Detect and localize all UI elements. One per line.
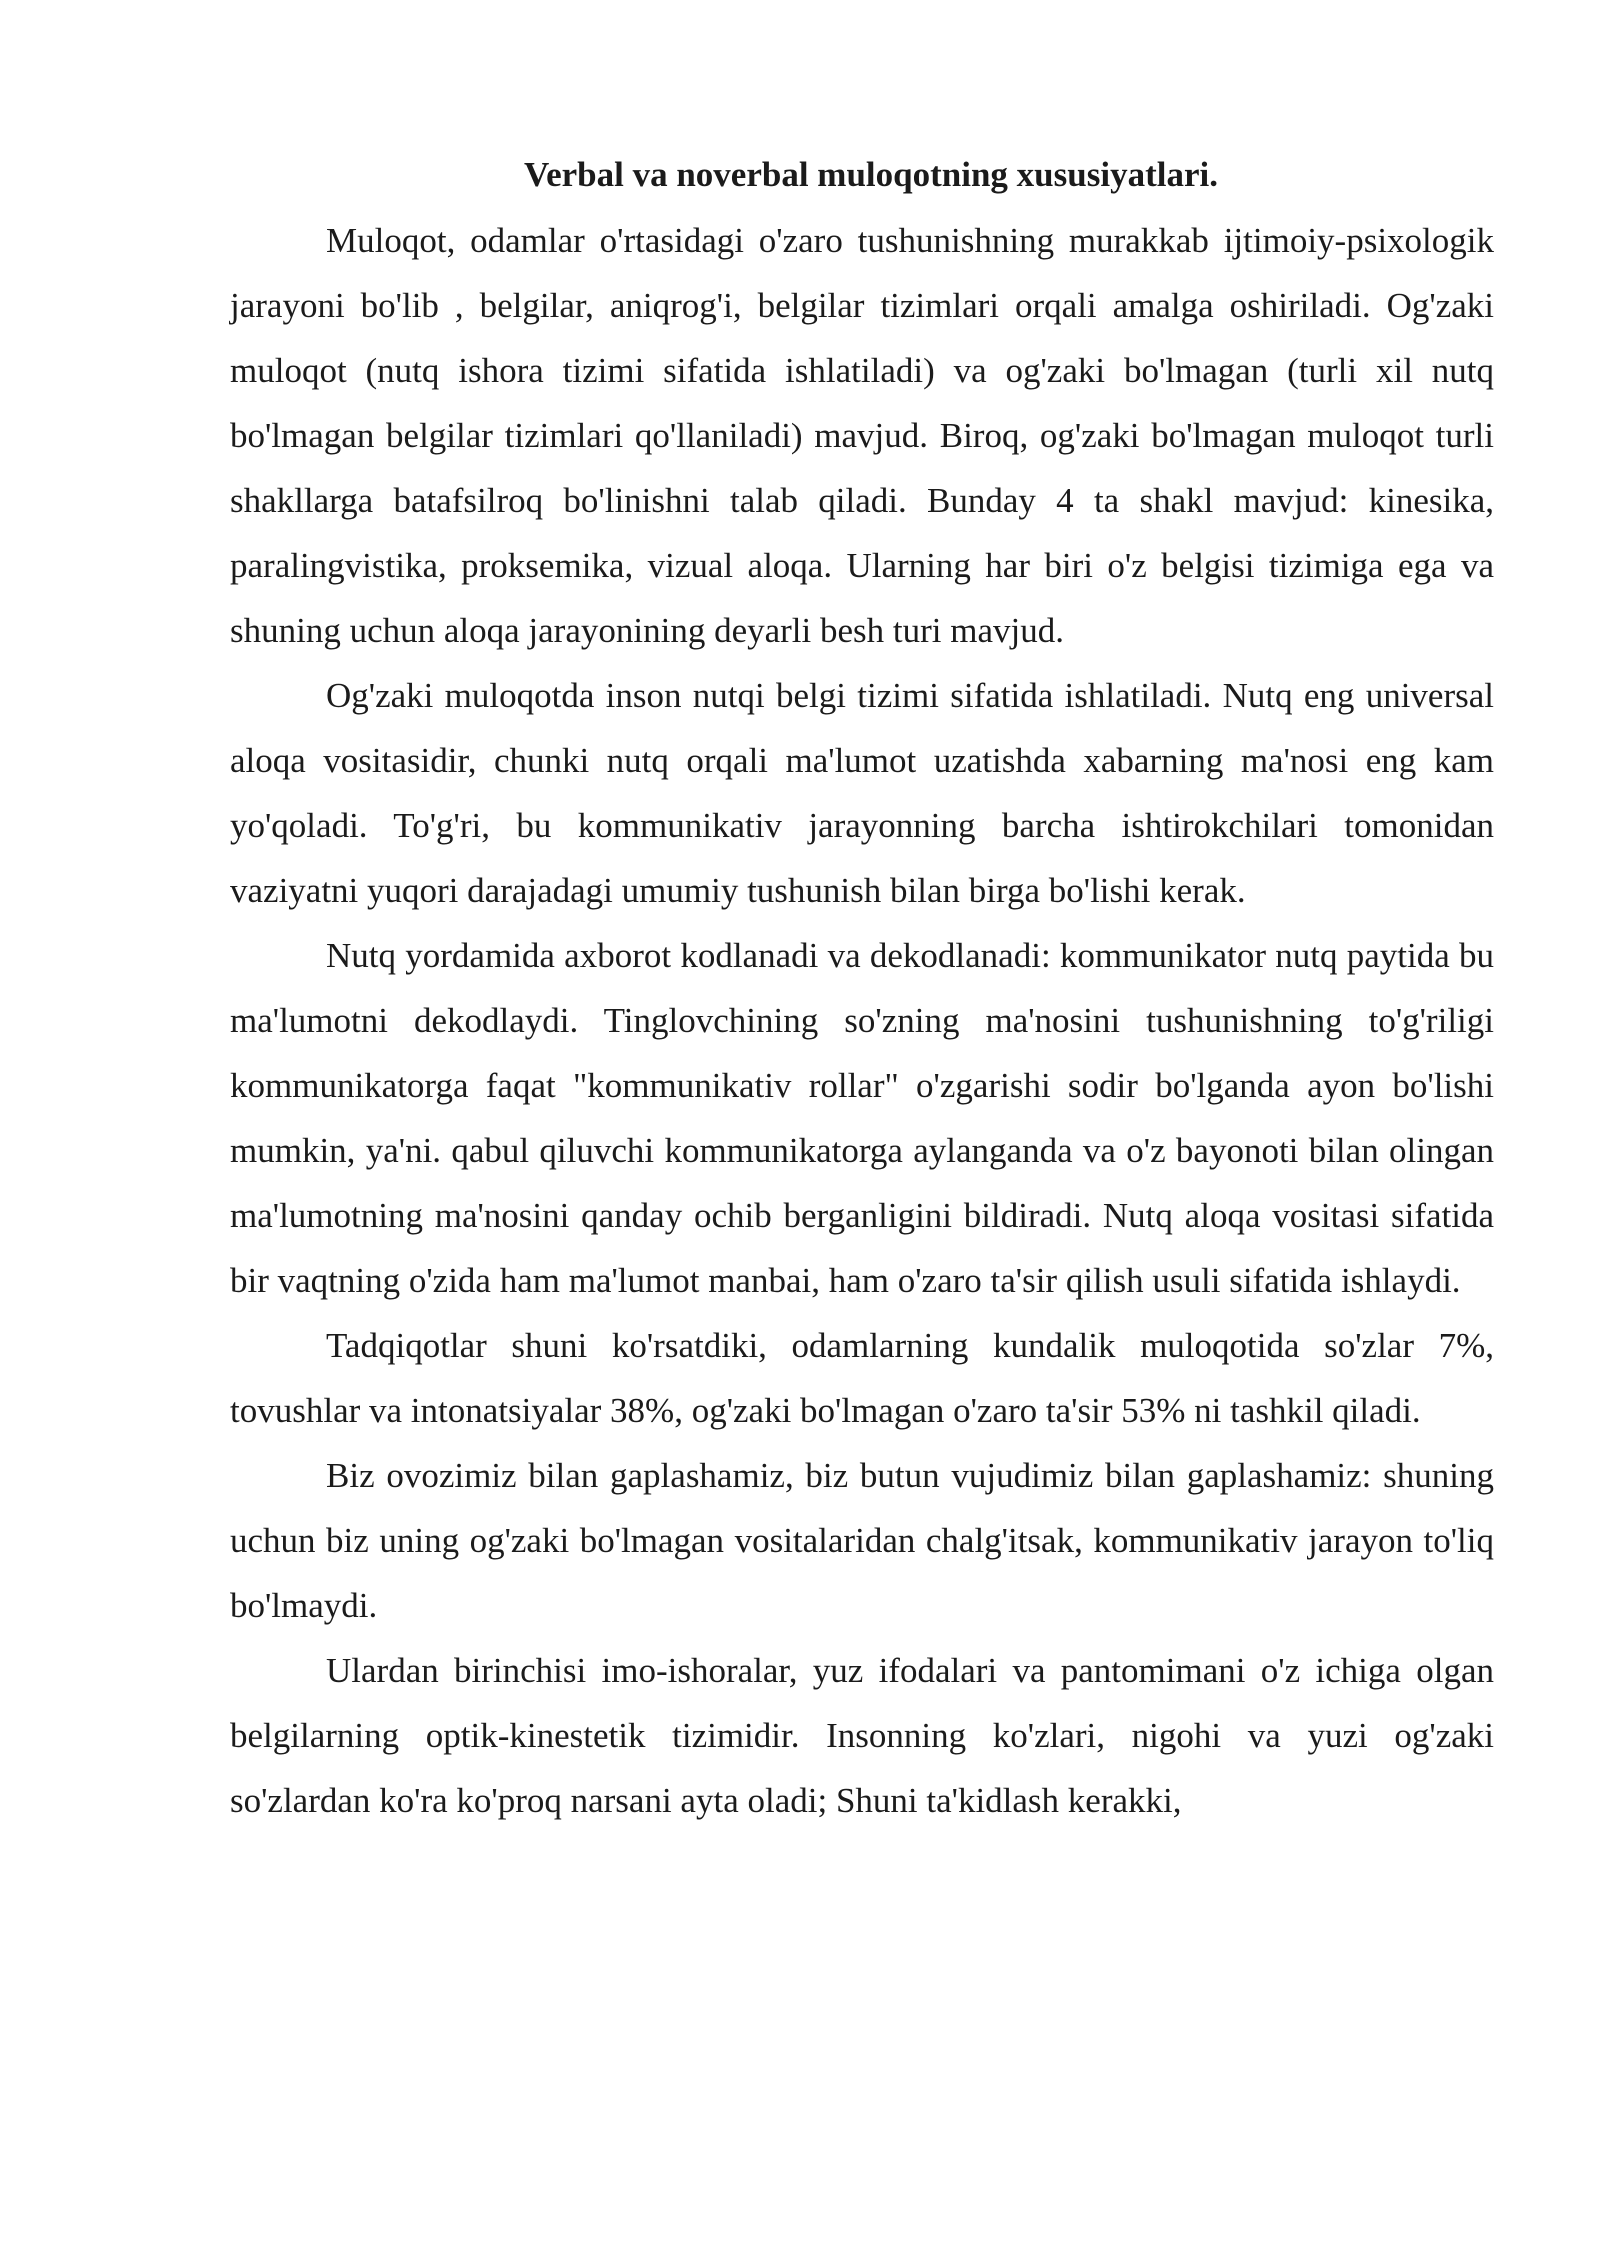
paragraph-6: Ulardan birinchisi imo-ishoralar, yuz ifodalari va pantomimani o'z ichiga olgan belgilarning optik-kinestetik tizimidir. Insonning ko'zlari, nigohi va yuzi og'zaki so'zlardan ko'ra ko'proq narsani ayta oladi; Shuni ta'kidlash kerakki, — [230, 1651, 1494, 1820]
document-title: Verbal va noverbal muloqotning xususiyatlari. — [524, 155, 1218, 194]
paragraph-4: Tadqiqotlar shuni ko'rsatdiki, odamlarning kundalik muloqotida so'zlar 7%, tovushlar va intonatsiyalar 38%, og'zaki bo'lmagan o'zaro ta'sir 53% ni tashkil qiladi. — [230, 1326, 1494, 1430]
document-body — [230, 150, 1494, 1833]
paragraph-3: Nutq yordamida axborot kodlanadi va dekodlanadi: kommunikator nutq paytida bu ma'lumotni dekodlaydi. Tinglovchining so'zning ma'nosini tushunishning to'g'riligi kommunikatorga faqat "kommunikativ rollar" o'zgarishi sodir bo'lganda ayon bo'lishi mumkin, ya'ni. qabul qiluvchi kommunikatorga aylanganda va o'z bayonoti bilan olingan ma'lumotning ma'nosini qanday ochib berganligini bildiradi. Nutq aloqa vositasi sifatida bir vaqtning o'zida ham ma'lumot manbai, ham o'zaro ta'sir qilish usuli sifatida ishlaydi. — [230, 936, 1494, 1300]
paragraph-5: Biz ovozimiz bilan gaplashamiz, biz butun vujudimiz bilan gaplashamiz: shuning uchun biz uning og'zaki bo'lmagan vositalaridan chalg'itsak, kommunikativ jarayon to'liq bo'lmaydi. — [230, 1456, 1494, 1625]
paragraph-1: Muloqot, odamlar o'rtasidagi o'zaro tushunishning murakkab ijtimoiy-psixologik jarayoni bo'lib , belgilar, aniqrog'i, belgilar tizimlari orqali amalga oshiriladi. Og'zaki muloqot (nutq ishora tizimi sifatida ishlatiladi) va og'zaki bo'lmagan (turli xil nutq bo'lmagan belgilar tizimlari qo'llaniladi) mavjud. Biroq, og'zaki bo'lmagan muloqot turli shakllarga batafsilroq bo'linishni talab qiladi. Bunday 4 ta shakl mavjud: kinesika, paralingvistika, proksemika, vizual aloqa. Ularning har biri o'z belgisi tizimiga ega va shuning uchun aloqa jarayonining deyarli besh turi mavjud. — [230, 221, 1494, 650]
paragraph-2: Og'zaki muloqotda inson nutqi belgi tizimi sifatida ishlatiladi. Nutq eng universal aloqa vositasidir, chunki nutq orqali ma'lumot uzatishda xabarning ma'nosi eng kam yo'qoladi. To'g'ri, bu kommunikativ jarayonning barcha ishtirokchilari tomonidan vaziyatni yuqori darajadagi umumiy tushunish bilan birga bo'lishi kerak. — [230, 676, 1494, 910]
